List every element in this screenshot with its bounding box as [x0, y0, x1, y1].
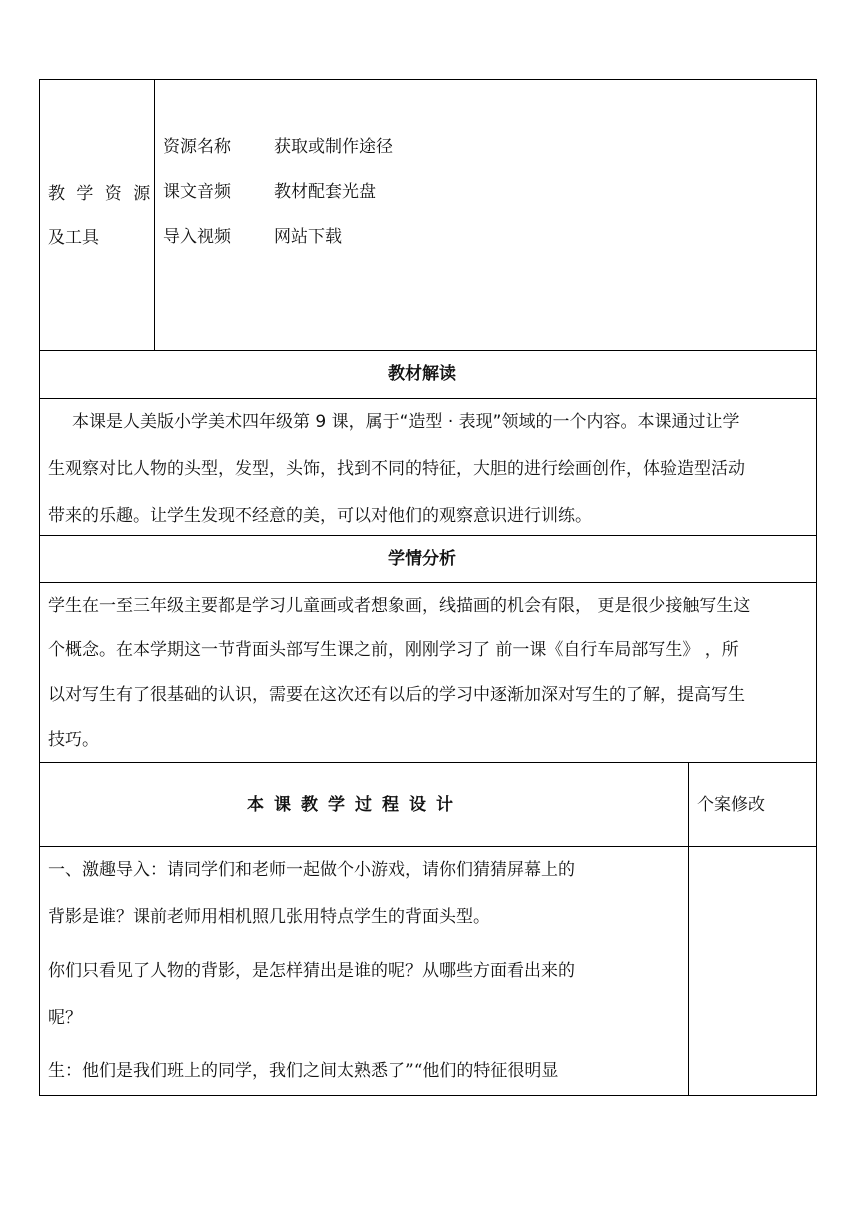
paragraph-line: 呢？ [48, 1008, 82, 1028]
resource-name-header: 资源名称 [163, 137, 231, 157]
resources-label: 及工具 [48, 228, 99, 248]
revision-column-heading: 个案修改 [697, 795, 765, 815]
resource-source: 网站下载 [274, 227, 342, 247]
paragraph-line: 技巧。 [48, 730, 99, 750]
section-heading: 学情分析 [388, 549, 456, 569]
row-divider [39, 398, 817, 399]
paragraph-line: 以对写生有了很基础的认识，需要在这次还有以后的学习中逐渐加深对写生的了解，提高写生 [48, 685, 745, 705]
table-border-bottom [39, 1095, 817, 1096]
table-border-left [39, 79, 40, 1096]
paragraph-line: 个概念。在本学期这一节背面头部写生课之前，刚刚学习了 前一课《自行车局部写生》 ，所 [48, 640, 739, 660]
row-divider [39, 762, 817, 763]
paragraph-line: 学生在一至三年级主要都是学习儿童画或者想象画，线描画的机会有限， 更是很少接触写生这 [48, 596, 751, 616]
resources-label: 教 学 资 源 [48, 184, 154, 204]
resource-source-header: 获取或制作途径 [274, 137, 393, 157]
paragraph-line: 生观察对比人物的头型，发型，头饰，找到不同的特征，大胆的进行绘画创作，体验造型活动 [48, 459, 745, 479]
paragraph-line: 带来的乐趣。让学生发现不经意的美，可以对他们的观察意识进行训练。 [48, 506, 592, 526]
paragraph-line: 背影是谁？课前老师用相机照几张用特点学生的背面头型。 [48, 907, 490, 927]
resource-name: 课文音频 [163, 182, 231, 202]
row-divider [39, 350, 817, 351]
row-divider [39, 846, 817, 847]
resource-column-divider [154, 79, 155, 350]
table-border-top [39, 79, 817, 80]
row-divider [39, 535, 817, 536]
paragraph-line: 你们只看见了人物的背影，是怎样猜出是谁的呢？从哪些方面看出来的 [48, 961, 575, 981]
paragraph-line: 一、激趣导入：请同学们和老师一起做个小游戏，请你们猜猜屏幕上的 [48, 860, 575, 880]
table-border-right [816, 79, 817, 1096]
paragraph-line: 本课是人美版小学美术四年级第 9 课，属于“造型 · 表现”领域的一个内容。本课通过让学 [72, 412, 740, 432]
section-heading: 本课教学过程设计 [247, 795, 463, 815]
resource-name: 导入视频 [163, 227, 231, 247]
process-column-divider [688, 762, 689, 1096]
paragraph-line: 生：他们是我们班上的同学，我们之间太熟悉了”“他们的特征很明显 [48, 1061, 559, 1081]
row-divider [39, 582, 817, 583]
resource-source: 教材配套光盘 [274, 182, 376, 202]
section-heading: 教材解读 [388, 364, 456, 384]
